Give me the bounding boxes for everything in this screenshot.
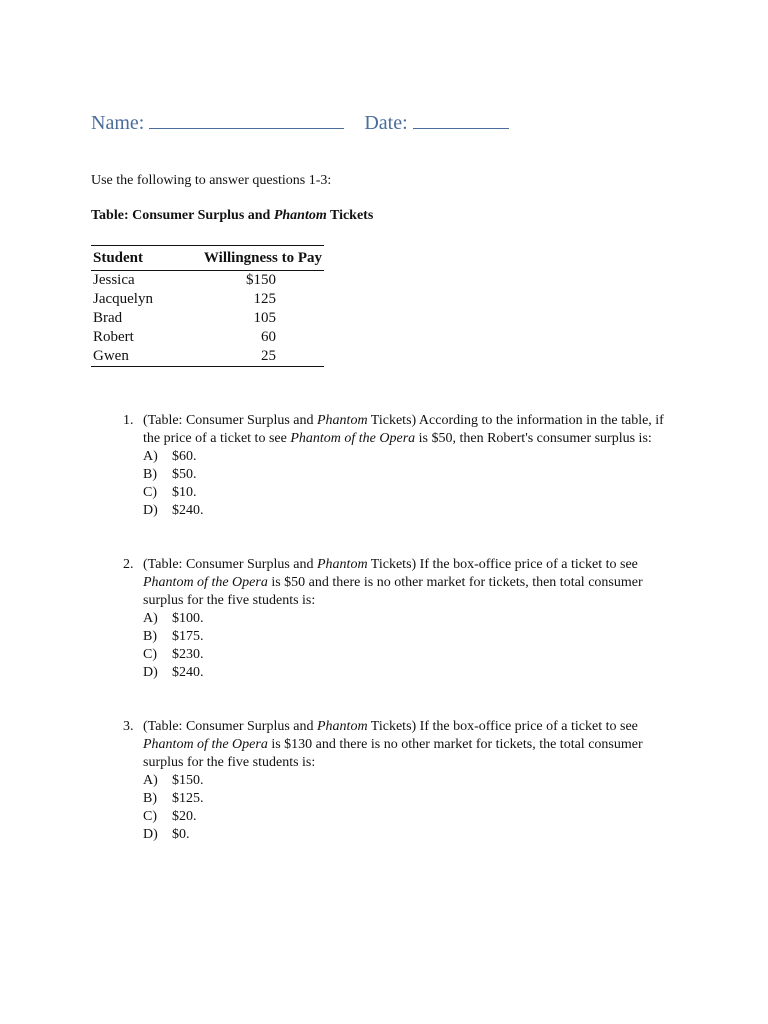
name-blank — [149, 110, 344, 129]
question-3 — [123, 718, 683, 844]
choice-text: $240. — [172, 665, 204, 680]
choice-text: $240. — [172, 503, 204, 518]
answer-choice — [143, 790, 683, 808]
choice-text: $175. — [172, 629, 204, 644]
choice-label: B) — [143, 467, 157, 482]
instructions: Use the following to answer questions 1-3: — [91, 173, 332, 188]
answer-choice — [143, 664, 683, 682]
question-number: 2. — [123, 557, 134, 572]
choice-label: B) — [143, 791, 157, 806]
answer-choices — [143, 448, 683, 520]
choice-text: $10. — [172, 485, 197, 500]
question-text: (Table: Consumer Surplus and Phantom Tickets) According to the information in the table, if the price of a ticket to see Phantom of the Opera is $50, then Robert's consumer surplus is: — [143, 413, 664, 446]
question-2 — [123, 556, 683, 682]
table-row — [91, 271, 324, 291]
student-cell: Jessica — [93, 272, 135, 288]
willingness-cell: $150 — [246, 272, 276, 288]
answer-choice — [143, 772, 683, 790]
choice-text: $0. — [172, 827, 190, 842]
header-student: Student — [93, 249, 144, 266]
date-blank — [413, 110, 509, 129]
question-number: 3. — [123, 719, 134, 734]
choice-label: D) — [143, 503, 158, 518]
table-row — [91, 309, 324, 328]
choice-label: A) — [143, 611, 158, 626]
choice-label: A) — [143, 449, 158, 464]
question-number: 1. — [123, 413, 134, 428]
willingness-cell: 60 — [261, 329, 276, 345]
answer-choice — [143, 610, 683, 628]
question-text: (Table: Consumer Surplus and Phantom Tickets) If the box-office price of a ticket to see Phantom of the Opera is $50 and there is no other market for tickets, then total consumer surplus for the five students is: — [143, 557, 643, 608]
willingness-cell: 105 — [253, 310, 276, 326]
answer-choice — [143, 466, 683, 484]
choice-label: B) — [143, 629, 157, 644]
student-cell: Jacquelyn — [93, 291, 153, 307]
answer-choice — [143, 646, 683, 664]
choice-text: $100. — [172, 611, 204, 626]
table-row — [91, 347, 324, 367]
choice-label: D) — [143, 665, 158, 680]
answer-choice — [143, 484, 683, 502]
header-willingness: Willingness to Pay — [203, 249, 322, 266]
willingness-cell: 125 — [253, 291, 276, 307]
answer-choice — [143, 448, 683, 466]
willingness-cell: 25 — [261, 348, 276, 364]
table-title: Table: Consumer Surplus and Phantom Tickets — [91, 208, 374, 223]
student-cell: Gwen — [93, 348, 129, 364]
answer-choice — [143, 628, 683, 646]
choice-text: $125. — [172, 791, 204, 806]
student-cell: Brad — [93, 310, 123, 326]
question-1 — [123, 412, 683, 520]
answer-choice — [143, 502, 683, 520]
answer-choice — [143, 808, 683, 826]
answer-choice — [143, 826, 683, 844]
worksheet-header — [91, 110, 509, 135]
table-header-row — [91, 246, 324, 271]
choice-text: $50. — [172, 467, 197, 482]
question-list — [123, 412, 683, 880]
answer-choices — [143, 610, 683, 682]
choice-text: $230. — [172, 647, 204, 662]
consumer-surplus-table — [91, 245, 324, 367]
choice-label: C) — [143, 647, 157, 662]
choice-label: D) — [143, 827, 158, 842]
question-text: (Table: Consumer Surplus and Phantom Tickets) If the box-office price of a ticket to see Phantom of the Opera is $130 and there is no other market for tickets, the total consumer surplus for the five students is: — [143, 719, 643, 770]
table-row — [91, 328, 324, 347]
answer-choices — [143, 772, 683, 844]
choice-label: C) — [143, 485, 157, 500]
table-row — [91, 290, 324, 309]
choice-text: $60. — [172, 449, 197, 464]
choice-text: $20. — [172, 809, 197, 824]
choice-label: C) — [143, 809, 157, 824]
choice-label: A) — [143, 773, 158, 788]
date-label: Date: — [364, 112, 408, 134]
name-label: Name: — [91, 112, 145, 134]
student-cell: Robert — [93, 329, 134, 345]
choice-text: $150. — [172, 773, 204, 788]
